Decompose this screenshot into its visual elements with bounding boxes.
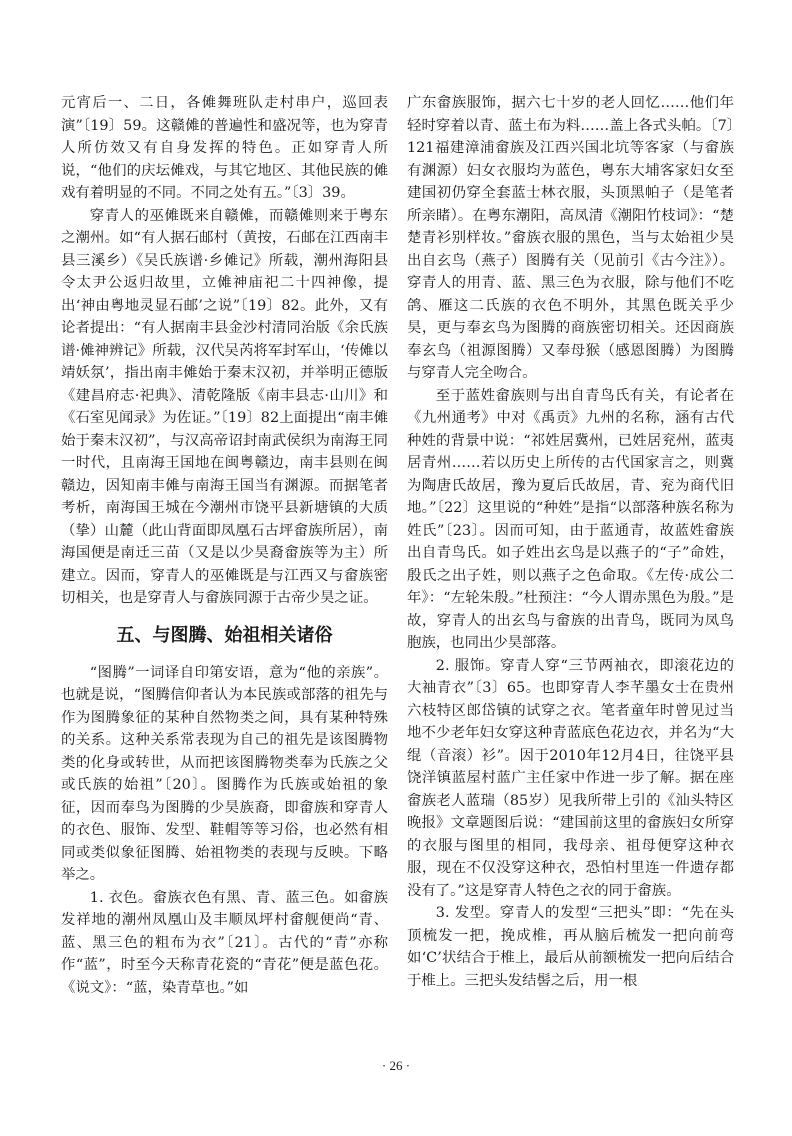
paragraph: “图腾”一词译自印第安语，意为“他的亲族”。也就是说，“图腾信仰者认为本民族或部落的祖先与作为图腾象征的某种自然物类之间，具有某种特殊的关系。这种关系常表现为自己的祖先是该图腾物类的化身或转世，从而把该图腾物类奉为氏族之父或氏族的始祖”〔20〕。图腾作为氏族或始祖的象征，因而奉鸟为图腾的少昊族裔，即畲族和穿青人的衣色、服饰、发型、鞋帽等等习俗，也必然有相同或类似象征图腾、始祖物类的表现与反映。下略举之。 bbox=[61, 664, 388, 883]
paragraph: 2. 服饰。穿青人穿“三节两袖衣，即滚花边的大袖青衣”〔3〕65。也即穿青人李芊墨女士在贵州六枝特区郎岱镇的试穿之衣。笔者童年时曾见过当地不少老年妇女穿这种青蓝底色花边衣，并名为“大绲（音滚）衫”。因于2010年12月4日，往饶平县饶洋镇蓝屋村蓝广主任家中作进一步了解。据在座畲族老人蓝瑞（85岁）见我所带上引的《汕头特区晚报》文章题图后说：“建国前这里的畲族妇女所穿的衣服与图里的相同，我母亲、祖母便穿这种衣服，现在不仅没穿这种衣，恐怕村里连一件遗存都没有了。”这是穿青人特色之衣的同于畲族。 bbox=[407, 657, 734, 899]
paragraph: 广东畲族服饰，据六七十岁的老人回忆……他们年轻时穿着以青、蓝土布为料……盖上各式头帕。〔7〕121福建漳浦畲族及江西兴国北坑等客家（与畲族有渊源）妇女衣服均为蓝色，粤东大埔客家妇女至建国初仍穿全套蓝士林衣服，头顶黑帕子（是笔者所亲睹）。在粤东潮阳，高凤清《潮阳竹枝词》：“楚楚青衫别样妆。”畲族衣服的黑色，当与太始祖少昊出自玄鸟（燕子）图腾有关（见前引《古今注》）。穿青人的用青、蓝、黑三色为衣服，除与他们不吃鸽、雁这二氏族的衣色不明外，其黑色既关乎少昊，更与奉玄鸟为图腾的商族密切相关。还因商族奉玄鸟（祖源图腾）又奉母猴（感恩图腾）为图腾与穿青人完全吻合。 bbox=[407, 95, 734, 381]
paragraph: 3. 发型。穿青人的发型“三把头”即：“先在头顶梳发一把，挽成椎，再从脑后梳发一把向前弯如‘C’状结合于椎上，最后从前额梳发一把向后结合于椎上。三把头发结髻之后，用一根 bbox=[407, 905, 734, 989]
section-heading: 五、与图腾、始祖相关诸俗 bbox=[116, 624, 333, 646]
paragraph: 穿青人的巫傩既来自赣傩，而赣傩则来于粤东之潮州。如“有人据石邮村（黄按，石邮在江西南丰县三溪乡）《吴氏族谱·乡傩记》所载，潮州海阳县令太尹公返归故里，立傩神庙祀二十四神像，提出‘神由粤地灵显石邮’之说”〔19〕82。此外，又有论者提出：“有人据南丰县金沙村清同治版《余氏族谱·傩神辨记》所载，汉代吴芮将军封军山，‘传傩以靖妖氛’，指出南丰傩始于秦末汉初，并举明正德版《建昌府志·祀典》、清乾隆版《南丰县志·山川》和《石室见闻录》为佐证。”〔19〕82上面提出“南丰傩始于秦末汉初”，与汉高帝诏封南武侯织为南海王同一时代，且南海王国地在闽粤赣边，南丰县则在闽赣边，因知南丰傩与南海王国当有渊源。而据笔者考析，南海国王城在今潮州市饶平县新塘镇的大质（挚）山麓（此山背面即凤凰石古坪畲族所居），南海国便是南迁三苗（又是以少昊裔畲族等为主）所建立。因而，穿青人的巫傩既是与江西又与畲族密切相关，也是穿青人与畲族同源于古帝少昊之证。 bbox=[61, 207, 388, 606]
right-column bbox=[407, 92, 734, 992]
paragraph: 至于蓝姓畲族则与出自青鸟氏有关，有论者在《九州通考》中对《禹贡》九州的名称，涵有古代种姓的背景中说：“祁姓居冀州，已姓居兖州，蓝夷居青州……若以历史上所传的古代国家言之，则冀为陶唐氏故居，豫为夏后氏故居，青、兖为商代旧地。”〔22〕这里说的“种姓”是指“以部落种族名称为姓氏”〔23〕。因而可知，由于蓝通青，故蓝姓畲族出自青鸟氏。如子姓出玄鸟是以燕子的“子”命姓，殷氏之出子姓，则以燕子之色命取。《左传·成公二年》：“左轮朱殷。”杜预注：“今人谓赤黑色为殷。”是故，穿青人的出玄鸟与畲族的出青鸟，既同为凤鸟胞族，也同出少昊部落。 bbox=[407, 387, 734, 651]
paragraph: 1. 衣色。畲族衣色有黑、青、蓝三色。如畲族发祥地的潮州凤凰山及丰顺凤坪村畲舰便尚“青、蓝、黑三色的粗布为衣”〔21〕。古代的“青”亦称作“蓝”，时至今天称青花瓷的“青花”便是蓝色花。《说文》：“蓝，染青草也。”如 bbox=[61, 889, 388, 996]
left-column bbox=[61, 92, 388, 999]
page-number: · 26 · bbox=[381, 1058, 411, 1073]
paragraph: 元宵后一、二日，各傩舞班队走村串户，巡回表演”〔19〕59。这赣傩的普遍性和盛况等，也为穿青人所仿效又有自身发挥的特色。正如穿青人所说，“他们的庆坛傩戏，与其它地区、其他民族的傩戏有着明显的不同。不同之处有五。”〔3〕39。 bbox=[61, 95, 388, 201]
